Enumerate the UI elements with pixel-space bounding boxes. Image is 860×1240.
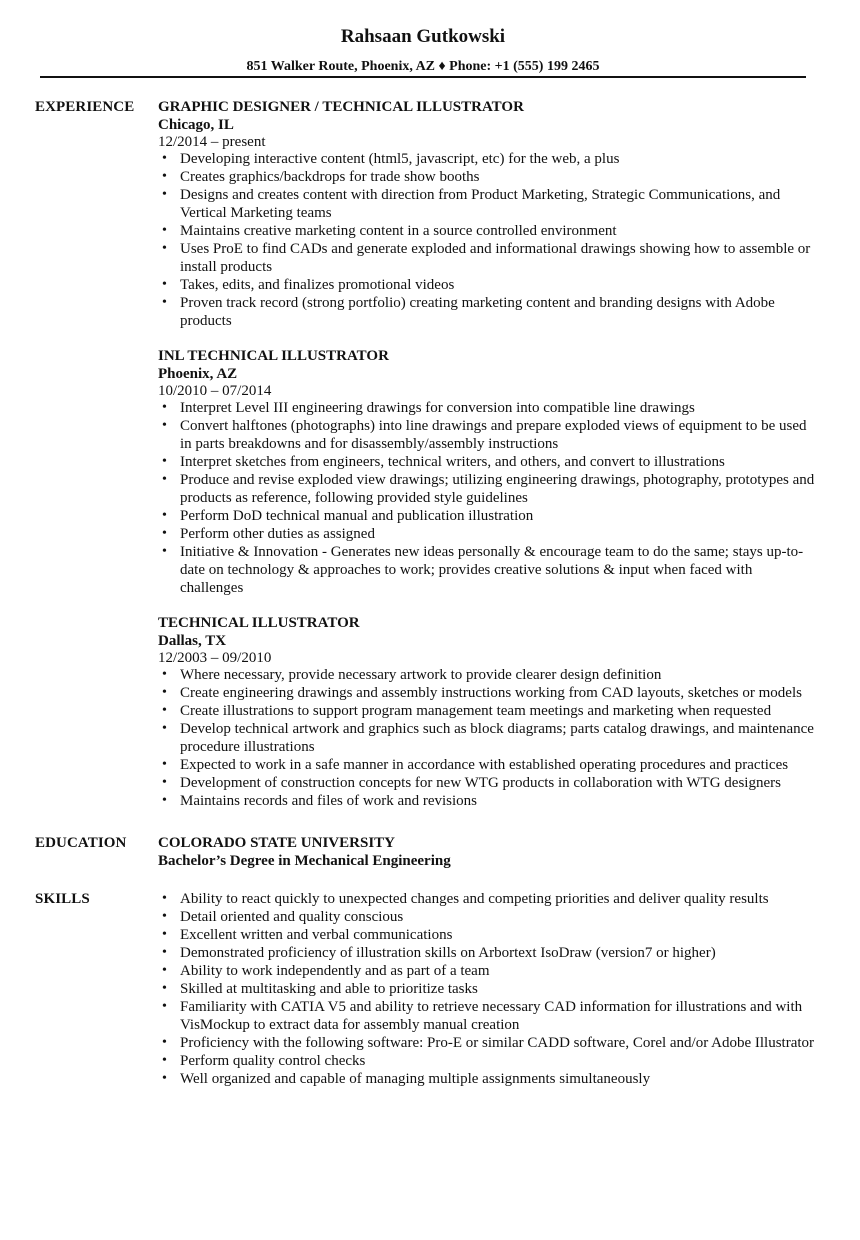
resume-header <box>0 26 846 75</box>
job-location: Dallas, TX <box>158 633 227 649</box>
job-bullet: • Maintains creative marketing content in a source controlled environment <box>158 222 818 240</box>
job-bullets <box>158 399 818 597</box>
job-bullet: • Create illustrations to support program management team meetings and marketing when requested <box>158 702 818 720</box>
job-location: Chicago, IL <box>158 117 234 133</box>
skill-item: • Ability to react quickly to unexpected changes and competing priorities and deliver quality results <box>158 890 818 908</box>
job-bullet: • Initiative & Innovation - Generates new ideas personally & encourage team to do the same; stays up-to-date on technology & approaches to work; provides creative solutions & input when faced with challenges <box>158 543 818 597</box>
job-bullet: • Perform other duties as assigned <box>158 525 818 543</box>
skill-item: • Perform quality control checks <box>158 1052 818 1070</box>
job-bullets <box>158 666 818 810</box>
job-bullet: • Interpret Level III engineering drawings for conversion into compatible line drawings <box>158 399 818 417</box>
job-bullet: • Perform DoD technical manual and publication illustration <box>158 507 818 525</box>
job-bullet: • Proven track record (strong portfolio) creating marketing content and branding designs with Adobe products <box>158 294 818 330</box>
job-bullet: • Designs and creates content with direction from Product Marketing, Strategic Communications, and Vertical Marketing teams <box>158 186 818 222</box>
job-bullets <box>158 150 818 330</box>
experience-heading: EXPERIENCE <box>35 99 135 115</box>
job-location: Phoenix, AZ <box>158 366 238 382</box>
candidate-name: Rahsaan Gutkowski <box>340 26 506 47</box>
skills-heading: SKILLS <box>35 891 90 907</box>
job-bullet: • Create engineering drawings and assembly instructions working from CAD layouts, sketches or models <box>158 684 818 702</box>
job-dates: 12/2014 – present <box>158 134 266 150</box>
skill-item: • Well organized and capable of managing multiple assignments simultaneously <box>158 1070 818 1088</box>
degree: Bachelor’s Degree in Mechanical Engineering <box>158 853 451 869</box>
education-heading: EDUCATION <box>35 835 127 851</box>
skill-item: • Familiarity with CATIA V5 and ability to retrieve necessary CAD information for illustrations and with VisMockup to extract data for assembly manual creation <box>158 998 818 1034</box>
skill-item: • Ability to work independently and as part of a team <box>158 962 818 980</box>
job-dates: 10/2010 – 07/2014 <box>158 383 272 399</box>
job-title: GRAPHIC DESIGNER / TECHNICAL ILLUSTRATOR <box>158 99 524 115</box>
job-bullet: • Convert halftones (photographs) into line drawings and prepare exploded views of equipment to be used in parts breakdowns and for disassembly/assembly instructions <box>158 417 818 453</box>
job-title: TECHNICAL ILLUSTRATOR <box>158 615 360 631</box>
job-bullet: • Develop technical artwork and graphics such as block diagrams; parts catalog drawings, and maintenance procedure illustrations <box>158 720 818 756</box>
header-divider <box>40 76 806 78</box>
skill-item: • Excellent written and verbal communications <box>158 926 818 944</box>
skill-item: • Demonstrated proficiency of illustration skills on Arbortext IsoDraw (version7 or higher) <box>158 944 818 962</box>
skill-item: • Proficiency with the following software: Pro-E or similar CADD software, Corel and/or Adobe Illustrator <box>158 1034 818 1052</box>
job-bullet: • Uses ProE to find CADs and generate exploded and informational drawings showing how to assemble or install products <box>158 240 818 276</box>
job-bullet: • Expected to work in a safe manner in accordance with established operating procedures and practices <box>158 756 818 774</box>
job-bullet: • Produce and revise exploded view drawings; utilizing engineering drawings, photography, prototypes and products as reference, following provided style guidelines <box>158 471 818 507</box>
job-bullet: • Where necessary, provide necessary artwork to provide clearer design definition <box>158 666 818 684</box>
job-entry <box>158 347 818 597</box>
job-bullet: • Takes, edits, and finalizes promotional videos <box>158 276 818 294</box>
skill-item: • Skilled at multitasking and able to prioritize tasks <box>158 980 818 998</box>
job-title: INL TECHNICAL ILLUSTRATOR <box>158 348 389 364</box>
skill-item: • Detail oriented and quality conscious <box>158 908 818 926</box>
job-bullet: • Creates graphics/backdrops for trade show booths <box>158 168 818 186</box>
job-dates: 12/2003 – 09/2010 <box>158 650 272 666</box>
job-bullet: • Interpret sketches from engineers, technical writers, and others, and convert to illustrations <box>158 453 818 471</box>
skills-list <box>158 890 818 1088</box>
school-name: COLORADO STATE UNIVERSITY <box>158 835 395 851</box>
job-bullet: • Maintains records and files of work and revisions <box>158 792 818 810</box>
job-bullet: • Development of construction concepts for new WTG products in collaboration with WTG designers <box>158 774 818 792</box>
contact-line: 851 Walker Route, Phoenix, AZ ♦ Phone: +1 (555) 199 2465 <box>246 59 600 74</box>
job-entry <box>158 614 818 810</box>
job-bullet: • Developing interactive content (html5, javascript, etc) for the web, a plus <box>158 150 818 168</box>
job-entry <box>158 98 818 330</box>
